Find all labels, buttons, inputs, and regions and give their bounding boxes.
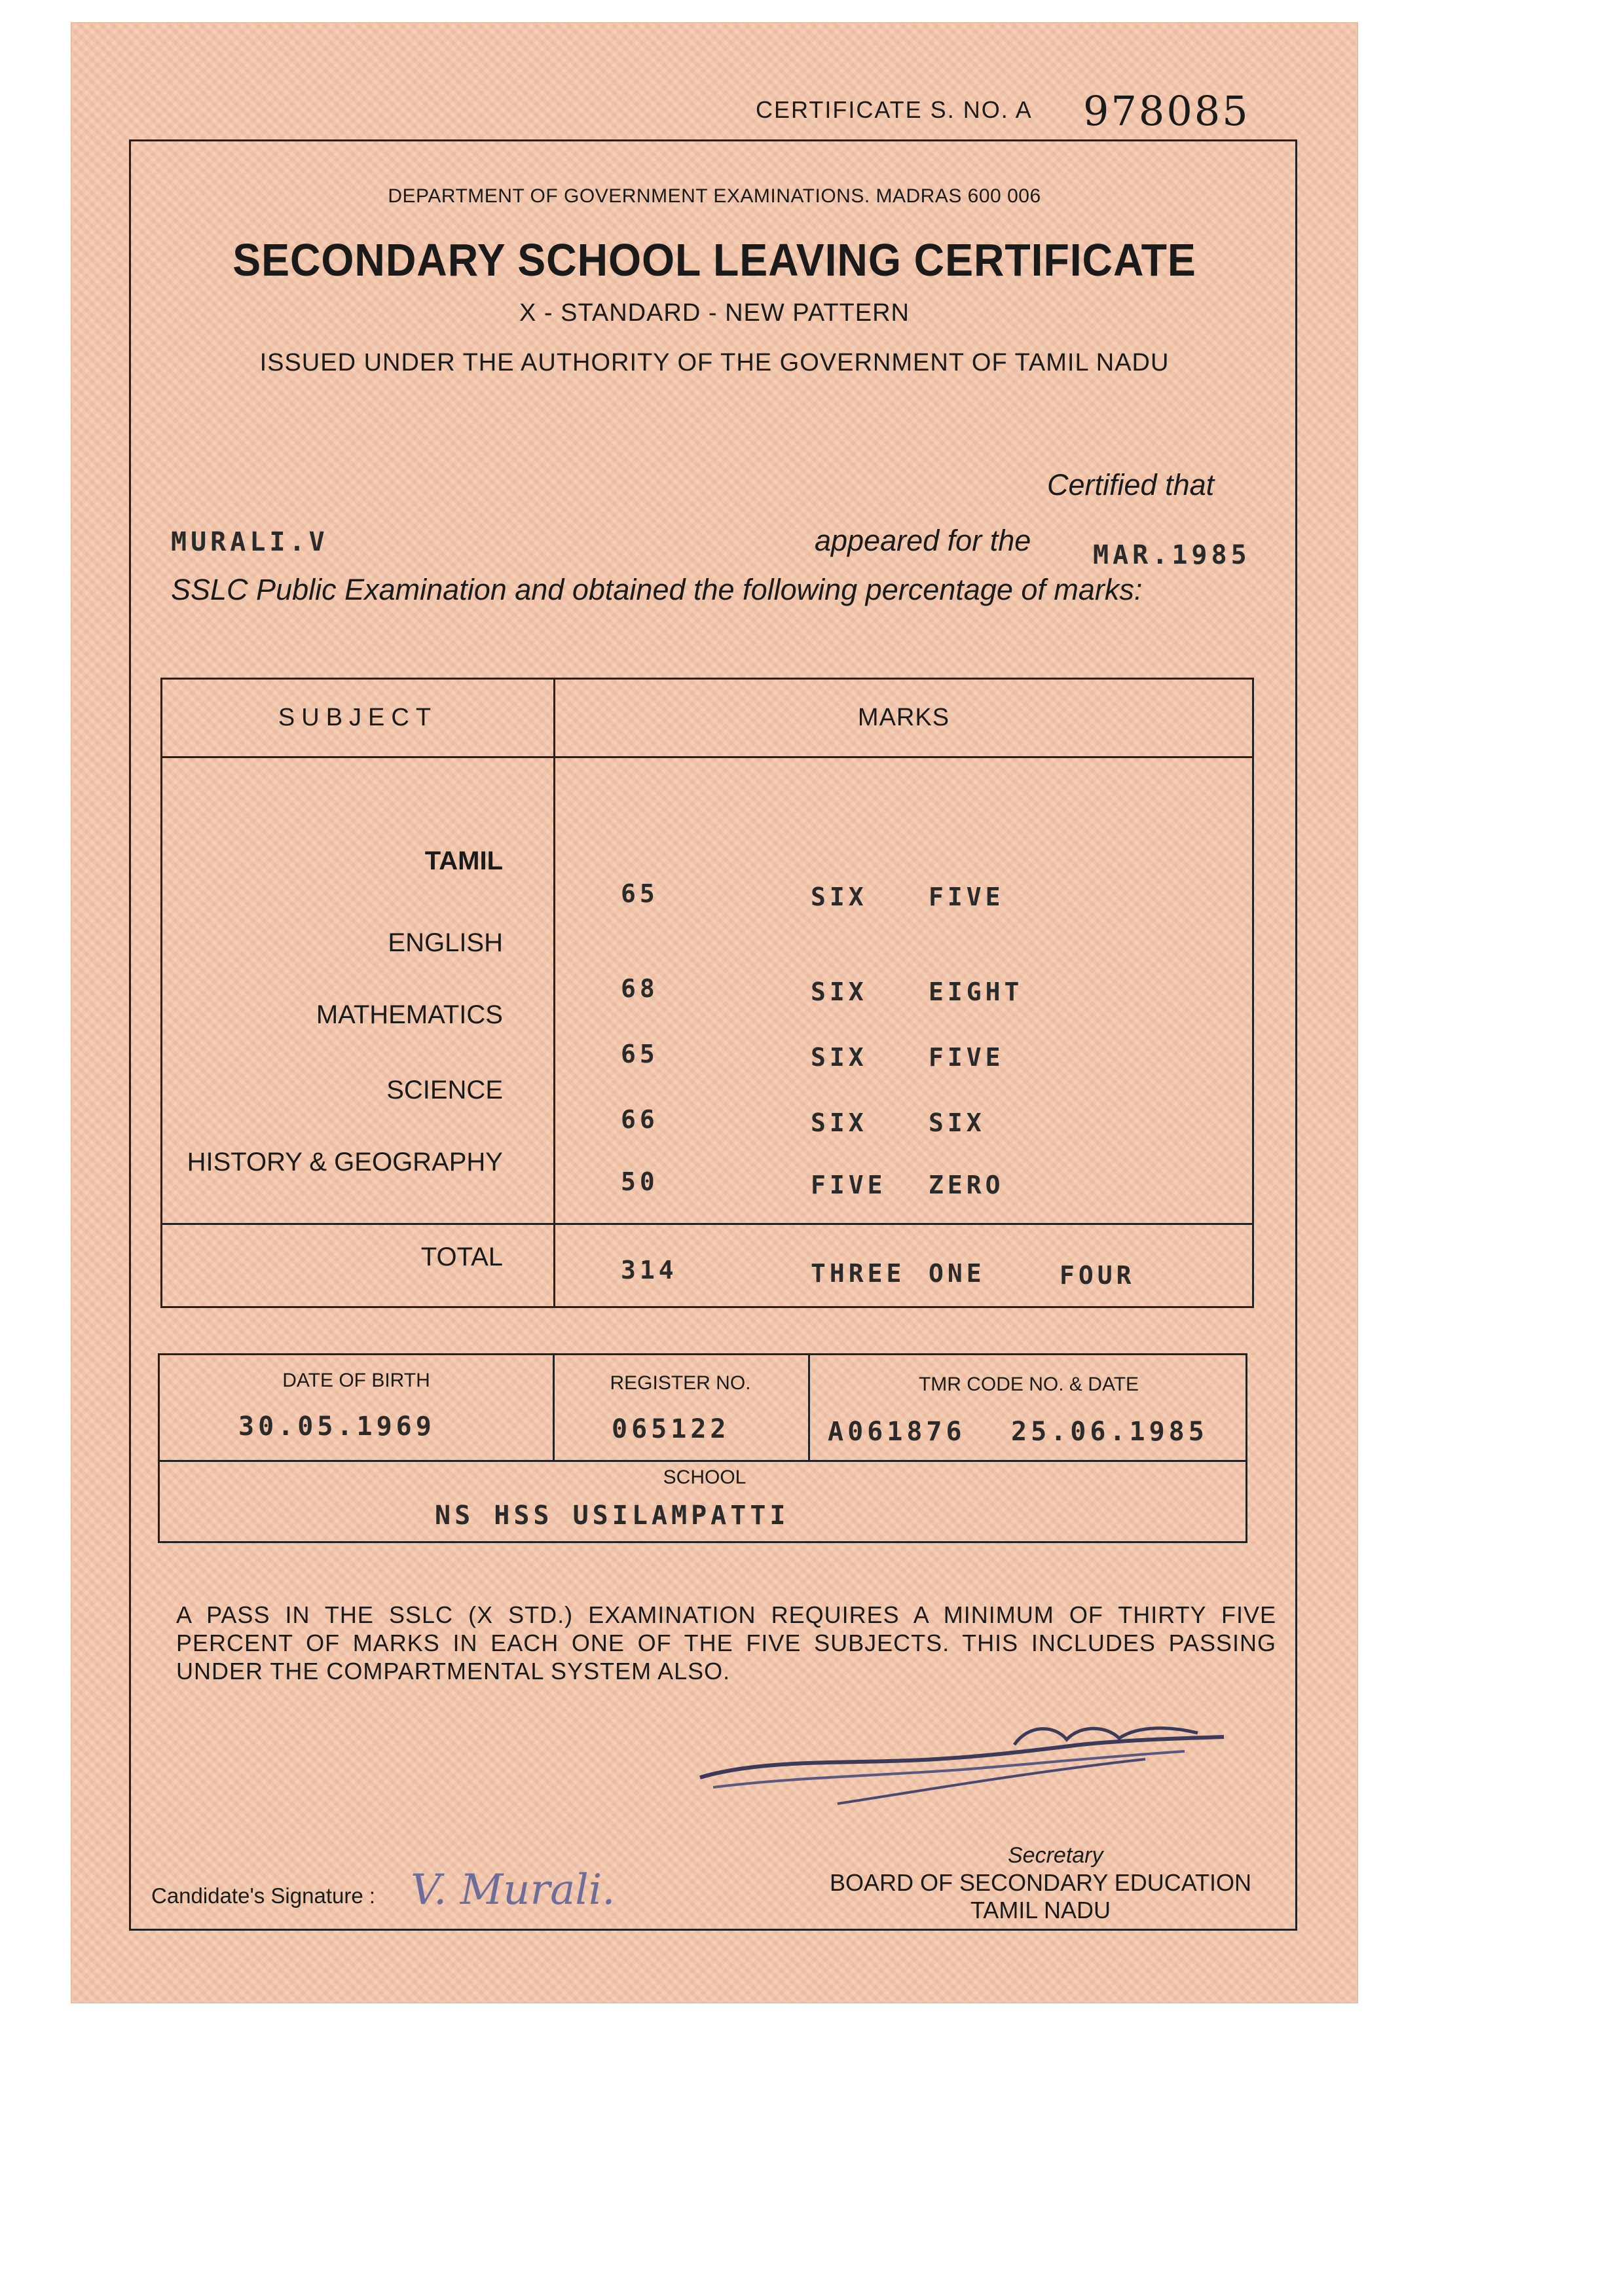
board-line-1: BOARD OF SECONDARY EDUCATION — [829, 1869, 1252, 1896]
candidate-signature-text: V. Murali. — [411, 1866, 616, 1914]
certificate-paper — [71, 22, 1358, 2003]
marks-table — [160, 678, 1254, 1308]
secretary-title: Secretary — [1008, 1843, 1103, 1868]
total-label: TOTAL — [420, 1243, 503, 1271]
mark-word: SIX — [811, 1108, 868, 1137]
serial-number: 978085 — [1083, 87, 1250, 135]
candidate-signature-label: Candidate's Signature : — [151, 1884, 376, 1908]
exam-session: MAR.1985 — [1093, 540, 1251, 570]
tmr-code: A061876 — [828, 1417, 966, 1447]
mark-figure: 66 — [621, 1105, 659, 1134]
secretary-signature — [687, 1699, 1237, 1817]
mark-word: SIX — [811, 977, 868, 1006]
total-word: ONE — [929, 1259, 986, 1288]
marks-header: MARKS — [555, 680, 1252, 758]
info-divider — [808, 1355, 810, 1460]
mark-figure: 65 — [621, 879, 659, 908]
appeared-for-the: appeared for the — [815, 524, 1031, 557]
mark-word: SIX — [811, 1043, 868, 1072]
dob-label: DATE OF BIRTH — [282, 1370, 430, 1391]
board-line-2: TAMIL NADU — [970, 1897, 1111, 1923]
school-label: SCHOOL — [663, 1467, 747, 1488]
subject-name: ENGLISH — [388, 928, 503, 957]
authority-line: ISSUED UNDER THE AUTHORITY OF THE GOVERNMENT OF TAMIL NADU — [259, 349, 1170, 376]
department-line: DEPARTMENT OF GOVERNMENT EXAMINATIONS. MADRAS 600 006 — [388, 185, 1041, 207]
info-divider — [160, 1460, 1246, 1462]
info-table — [158, 1353, 1247, 1543]
info-divider — [553, 1355, 555, 1460]
standard-line: X - STANDARD - NEW PATTERN — [519, 299, 910, 327]
mark-figure: 68 — [621, 974, 659, 1003]
mark-word: FIVE — [929, 883, 1005, 911]
register-value: 065122 — [612, 1414, 730, 1444]
subject-header: SUBJECT — [162, 680, 555, 758]
subject-name: SCIENCE — [386, 1076, 503, 1104]
subject-name: TAMIL — [424, 847, 503, 875]
tmr-label: TMR CODE NO. & DATE — [918, 1374, 1139, 1395]
mark-word: FIVE — [811, 1171, 887, 1199]
board-name — [805, 1869, 1276, 1924]
school-value: NS HSS USILAMPATTI — [435, 1501, 790, 1531]
mark-word: EIGHT — [929, 977, 1024, 1006]
total-word: THREE — [811, 1259, 906, 1288]
candidate-name: MURALI.V — [171, 527, 329, 557]
mark-word: FIVE — [929, 1043, 1005, 1072]
dob-value: 30.05.1969 — [238, 1412, 435, 1442]
certified-that: Certified that — [1047, 468, 1215, 501]
register-label: REGISTER NO. — [610, 1372, 751, 1394]
total-word: FOUR — [1060, 1261, 1135, 1290]
serial-label: CERTIFICATE S. NO. A — [756, 96, 1033, 123]
total-figure: 314 — [621, 1256, 678, 1285]
certificate-title: SECONDARY SCHOOL LEAVING CERTIFICATE — [232, 234, 1196, 285]
mark-word: SIX — [929, 1108, 986, 1137]
subject-name: MATHEMATICS — [316, 1000, 503, 1029]
mark-figure: 65 — [621, 1040, 659, 1068]
total-divider — [162, 1223, 1252, 1225]
pass-rule-text: A PASS IN THE SSLC (X STD.) EXAMINATION REQUIRES A MINIMUM OF THIRTY FIVE PERCENT OF MARKS IN EACH ONE OF THE FIVE SUBJECTS. THIS INCLUDES PASSING UNDER THE COMPARTMENTAL SYSTEM ALSO. — [176, 1601, 1276, 1685]
mark-figure: 50 — [621, 1167, 659, 1196]
statement-line: SSLC Public Examination and obtained the following percentage of marks: — [171, 573, 1143, 606]
mark-word: SIX — [811, 883, 868, 911]
subject-name: HISTORY & GEOGRAPHY — [187, 1148, 503, 1176]
candidate-signature — [411, 1866, 616, 1914]
tmr-date: 25.06.1985 — [1011, 1417, 1208, 1447]
mark-word: ZERO — [929, 1171, 1005, 1199]
